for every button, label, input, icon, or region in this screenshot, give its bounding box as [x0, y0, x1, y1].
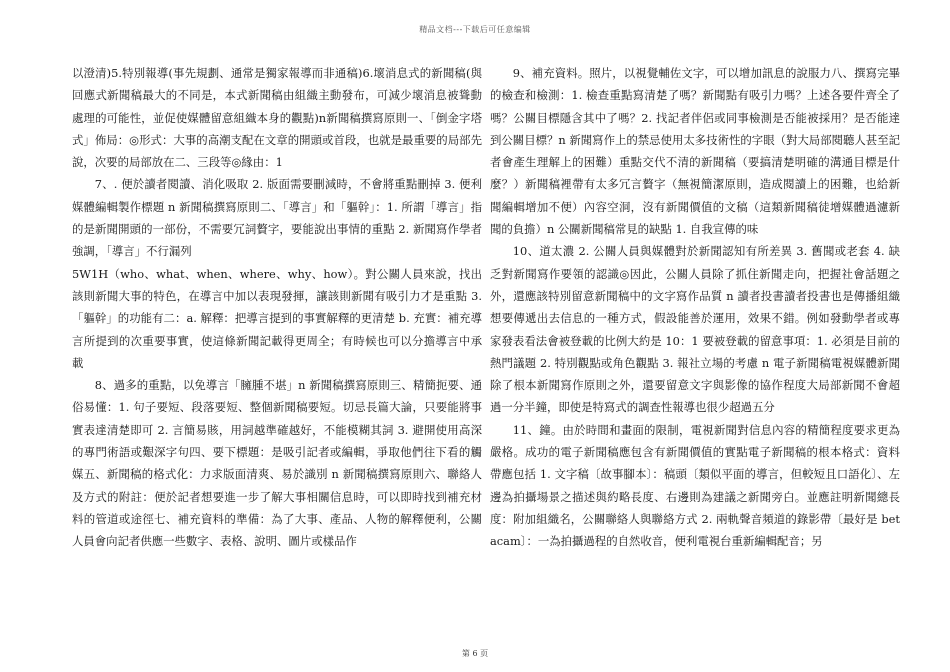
paragraph: 9、補充資料。照片，以視覺輔佐文字，可以增加訊息的說服力八、撰寫完畢的檢查和檢測：1. 檢查重點寫清楚了嗎？新聞點有吸引力嗎？上述各要件齊全了嗎？公關目標隱含其中了嗎？2. 找記者伴侶或同事檢測是否能被採用？是否能達到公關目標？n 新聞寫作上的禁忌使用太多技術性的字眼（對大局部閱聽人甚至記者會產生理解上的困難）重點交代不清的新聞稿（要搞清楚明確的溝通目標是什麼？）新聞稿裡帶有太多冗言贅字（無視簡潔原則，造成閱讀上的困難，也給新聞編輯增加不便）內容空洞，沒有新聞價值的文稿（這類新聞稿徒增媒體過濾新聞的負擔）n 公關新聞稿常見的缺點 1. 自我宣傳的味 [490, 66, 900, 237]
paragraph: 7、. 便於讀者閱讀、消化吸取 2. 版面需要刪減時，不會將重點刪掉 3. 便利媒體編輯製作標題 n 新聞稿撰寫原則二、「導言」和「軀幹」：1. 所謂「導言」指的是新聞開頭的一部份，不需要冗詞贅字，要能說出事情的重點 2. 新聞寫作學者強調，「導言」不行漏列 [72, 177, 482, 259]
page-number: 第 6 页 [461, 649, 489, 658]
right-text-column [490, 62, 900, 553]
paragraph: 10、道太濃 2. 公關人員與媒體對於新聞認知有所差異 3. 舊聞或老套 4. 缺乏對新聞寫作要領的認識◎因此，公關人員除了抓住新聞走向，把握社會話題之外，還應該特別留意新聞稿中的文字寫作品質 n 讀者投書讀者投書也是傳播組織想要傳遞出去信息的一種方式，假設能善於運用，效果不錯。例如發動學者或專家發表看法會被登載的比例大約是 10：1 要被登載的留意事項：1. 必須是目前的熱門議題 2. 特別觀點或角色觀點 3. 報社立場的考慮 n 電子新聞稿電視媒體新聞除了根本新聞寫作原則之外，還要留意文字與影像的協作程度大局部新聞不會超過一分半鐘，即使是特寫式的調查性報導也很少超過五分 [490, 244, 900, 415]
paragraph: 8、過多的重點，以免導言「臃腫不堪」n 新聞稿撰寫原則三、精簡扼要、通俗易懂：1. 句子要短、段落要短、整個新聞稿要短。切忌長篇大論，只要能將事實表達清楚即可 2. 言簡易賅，用詞越準確越好，不能模糊其詞 3. 避開使用高深的專門術語或艱深字句四、要下標題：是吸引記者或編輯，爭取他們往下看的觸媒五、新聞稿的格式化：力求版面清爽、易於識別 n 新聞稿撰寫原則六、聯絡人及方式的附註：便於記者想要進一步了解大事相關信息時，可以即時找到補充材料的管道或途徑七、補充資料的準備：為了大事、產品、人物的解釋便利，公關人員會向記者供應一些數字、表格、說明、圖片或樣品作 [72, 378, 482, 549]
left-text-column [72, 62, 482, 553]
paragraph: 11、鐘。由於時間和畫面的限制，電視新聞對信息內容的精簡程度要求更為嚴格。成功的電子新聞稿應包含有新聞價值的實點電子新聞稿的根本格式：資料帶應包括 1. 文字稿〔故事腳本〕：稿頭〔類似平面的導言，但較短且口語化〕、左邊為拍攝場景之描述與約略長度、右邊則為建議之新聞旁白。並應註明新聞總長度：附加組織名，公關聯絡人與聯絡方式 2. 兩軌聲音頻道的錄影帶〔最好是 betacam〕：一為拍攝過程的自然收音，便利電視台重新編輯配音；另 [490, 422, 900, 549]
page-header: 精品文档---下载后可任意编辑 [419, 25, 531, 34]
paragraph: 以澄清)5.特別報導(事先規劃、通常是獨家報導而非通稿)6.壞消息式的新聞稿(與回應式新聞稿最大的不同是，本式新聞稿由組織主動發布，可減少壞消息被聳動處理的可能性，並促使媒體留意組織本身的觀點)n新聞稿撰寫原則一、「倒金字塔式」佈局：◎形式：大事的高潮支配在文章的開頭或首段，也就是最重要的局部先說，次要的局部放在二、三段等◎緣由：1 [72, 66, 482, 170]
paragraph: 5W1H（who、what、when、where、why、how）。對公關人員來說，找出該則新聞大事的特色，在導言中加以表現發揮，讓該則新聞有吸引力才是重點 3.「軀幹」的功能有二：a. 解釋：把導言提到的事實解釋的更清楚 b. 充實：補充導言所提到的次重要事實，使這條新聞記載得更周全；有時候也可以分擔導言中承載 [72, 266, 482, 370]
